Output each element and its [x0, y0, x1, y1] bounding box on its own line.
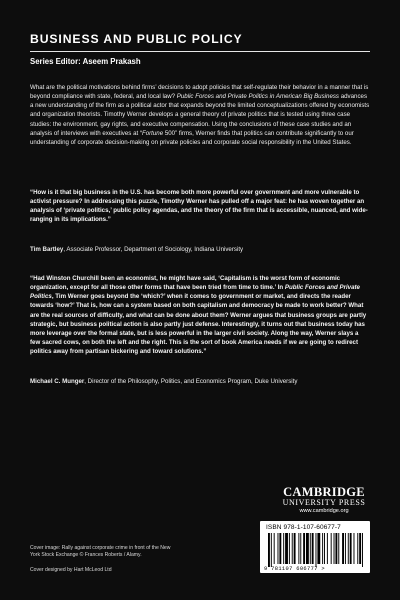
- barcode-bar: [362, 533, 363, 567]
- barcode-bar: [306, 533, 309, 564]
- endorsement-quote-1: “How is it that big business in the U.S. has become both more powerful over government and more vulnerable to activist pressure? In addressing this puzzle, Timothy Werner has pulled off a major feat: he has woven together an analysis of ‘private politics,’ public policy agendas, and the theory of the firm that is accessible, nuanced, and wide-ranging in its implications.”: [30, 189, 368, 224]
- description-fortune-quote: “: [139, 129, 142, 137]
- barcode-bar: [322, 533, 323, 564]
- barcode-bar: [278, 533, 279, 564]
- barcode-bar: [327, 533, 328, 564]
- endorsement-attribution-1: [30, 245, 370, 254]
- barcode-icon: [260, 533, 370, 567]
- barcode-bar: [348, 533, 349, 564]
- barcode-bar: [298, 533, 299, 564]
- quote2-text-1: “Had Winston Churchill been an economist, he might have said, ‘Capitalism is the worst form of economic organization, except for all those other forms that have been tried from time to time.’ In: [30, 275, 341, 292]
- cover-image-credit: Cover image: Rally against corporate crime in front of the New York Stock Exchange © Frances Roberts / Alamy.: [30, 545, 171, 559]
- barcode-bar: [350, 533, 352, 564]
- endorser-affiliation-2: , Director of the Philosophy, Politics, and Economics Program, Duke University: [84, 378, 298, 385]
- barcode-bar: [285, 533, 288, 564]
- barcode-box: [260, 521, 370, 573]
- description-text-1: What are the political motivations behind firms’ decisions to adopt policies that self-regulate their behavior in a manner that is beyond compliance with state, federal, and local law?: [30, 84, 369, 101]
- barcode-bar: [331, 533, 332, 564]
- barcode-bar: [289, 533, 290, 564]
- isbn-label: ISBN 978-1-107-60677-7: [266, 524, 341, 531]
- series-editor: Series Editor: Aseem Prakash: [30, 57, 141, 66]
- barcode-bar: [312, 533, 314, 564]
- barcode-bar: [279, 533, 281, 564]
- publisher-url: www.cambridge.org: [299, 508, 349, 514]
- endorser-name-2: Michael C. Munger: [30, 378, 85, 385]
- barcode-bar: [335, 533, 337, 564]
- endorsement-quote-2: [30, 274, 370, 356]
- description-book-title: Public Forces and Private Politics in American Big Business: [176, 93, 340, 101]
- description-text-3: 500” firms, Werner finds that politics can contribute significantly to our understanding of corporate decision-making on private policies and corporate social responsibility in the United States.: [30, 129, 354, 146]
- barcode-bar: [310, 533, 311, 564]
- barcode-digits: 9 781107 606777 >: [264, 566, 325, 572]
- barcode-bar: [303, 533, 305, 564]
- barcode-bar: [342, 533, 344, 564]
- barcode-bar: [338, 533, 339, 564]
- barcode-bar: [317, 533, 320, 564]
- designer-credit: Cover designed by Hart McLeod Ltd: [30, 567, 112, 573]
- barcode-bar: [294, 533, 296, 564]
- barcode-bar: [334, 533, 335, 564]
- barcode-bar: [357, 533, 358, 564]
- endorsement-attribution-2: [30, 377, 370, 386]
- barcode-bar: [354, 533, 355, 564]
- title-rule: [30, 51, 370, 52]
- series-title: BUSINESS AND PUBLIC POLICY: [30, 32, 243, 46]
- barcode-bar: [324, 533, 325, 564]
- endorser-affiliation-1: , Associate Professor, Department of Sociology, Indiana University: [63, 246, 244, 253]
- barcode-bar: [316, 533, 317, 567]
- endorser-name-1: Tim Bartley: [30, 246, 64, 253]
- quote2-text-2: , Tim Werner goes beyond the ‘which?’ when it comes to government or market, and directs the reader towards ‘how?’ That is, how can a system based on both capitalism and democracy be made to work better? What are the real sources of difficulty, and what can be done about them? Werner argues that business groups are partly strategic, but business political action is also partly just defense. Interestingly, it turns out that business today has more leverage over the formal state, but is less powerful in the larger civil society. Along the way, Werner slays a few sacred cows, on both the left and the right. This is the sort of book America needs if we are going to redirect politics away from partisan bickering and toward solutions.”: [30, 293, 367, 356]
- publisher-press: UNIVERSITY PRESS: [282, 498, 366, 507]
- barcode-bar: [283, 533, 284, 564]
- description-text-2: advances a new understanding of the firm as a political actor that expands beyond the limited conceptualizations offered by economists and organization theorists. Timothy Werner develops a general theory of private politics that is tested using three case studies: the environment, gay rights, and executive compensation. Using the conclusions of these case studies and an analysis of interviews with executives at: [30, 93, 370, 137]
- publisher-logo: [278, 486, 370, 515]
- barcode-bar: [274, 533, 275, 564]
- barcode-bar: [345, 533, 346, 564]
- publisher-name: CAMBRIDGE: [283, 485, 365, 499]
- description-fortune: Fortune: [141, 129, 164, 137]
- barcode-bar: [300, 533, 301, 564]
- barcode-bar: [292, 533, 293, 564]
- book-description: [30, 83, 370, 147]
- barcode-bar: [268, 533, 270, 567]
- barcode-bar: [359, 533, 361, 564]
- barcode-bar: [271, 533, 272, 567]
- quote2-book-title: Public Forces and Private Politics: [30, 284, 360, 301]
